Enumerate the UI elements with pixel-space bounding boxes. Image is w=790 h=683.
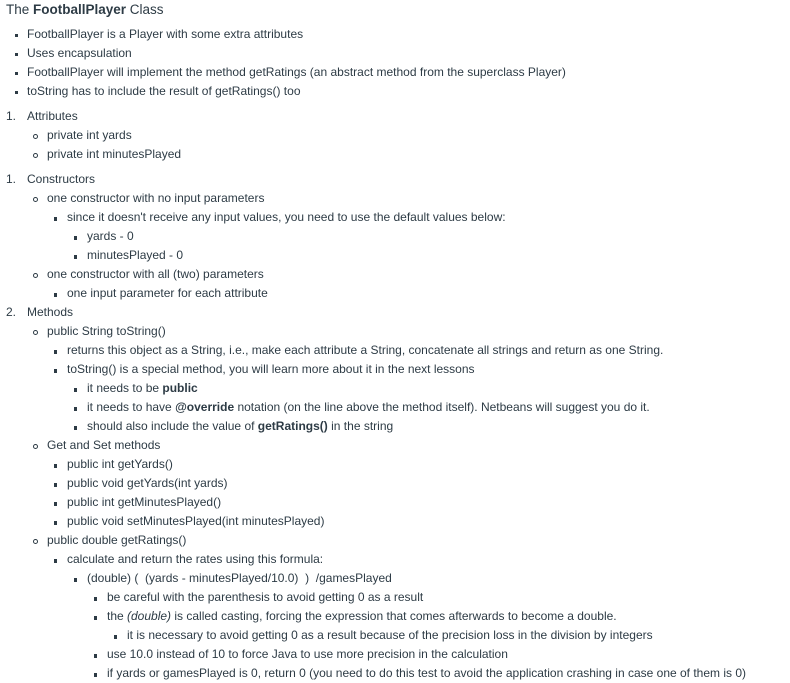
section-heading: 2. Methods public String toString() returns this object as a String, i.e., make each attribute a String, concatenate all strings and return as one String. toString() is a special method, you will learn more about it in the next lessons it needs to be public it needs to have @override notation (on the line above the method itself). Netbeans will suggest you do it. should also include the value of getRatings() in the string Get and Set methods public int getYards() public void getYards(int yards) public int getMinutesPlayed() public void setMinutesPlayed(int minutesPlayed) public double getRatings() calculate and return the rates using this formula: (double) ( (yards - minutesPlayed/10.0) ) /gamesPlayed be careful with the parenthesis to avoid getting 0 as a result the (double) is called casting, forcing the expression that comes afterwards to become a double. it is necessary to avoid getting 0 as a result because of the precision loss in the division by integers use 10.0 instead of 10 to force Java to use more precision in the calculation if yards or gamesPlayed is 0, return 0 (you need to do this test to avoid the application crashing in case one of them is 0)	[6, 303, 790, 683]
list-item: it needs to have @override notation (on the line above the method itself). Netbeans will suggest you do it.	[67, 398, 790, 417]
list-item: if yards or gamesPlayed is 0, return 0 (you need to do this test to avoid the application crashing in case one of them is 0)	[87, 664, 790, 683]
list-item: toString() is a special method, you will learn more about it in the next lessons it needs to be public it needs to have @override notation (on the line above the method itself). Netbeans will suggest you do it. should also include the value of getRatings() in the string	[47, 360, 790, 436]
list-item: minutesPlayed - 0	[67, 246, 790, 265]
constructors-methods-section	[6, 170, 790, 683]
attributes-section	[6, 107, 790, 164]
list-item: private int minutesPlayed	[27, 145, 790, 164]
page-title: The FootballPlayer Class	[6, 2, 164, 17]
list-item: it needs to be public	[67, 379, 790, 398]
list-item: public double getRatings() calculate and return the rates using this formula: (double) ( (yards - minutesPlayed/10.0) ) /gamesPlayed be careful with the parenthesis to avoid getting 0 as a result the (double) is called casting, forcing the expression that comes afterwards to become a double. it is necessary to avoid getting 0 as a result because of the precision loss in the division by integers use 10.0 instead of 10 to force Java to use more precision in the calculation if yards or gamesPlayed is 0, return 0 (you need to do this test to avoid the application crashing in case one of them is 0)	[27, 531, 790, 683]
list-item: should also include the value of getRatings() in the string	[67, 417, 790, 436]
list-item: it is necessary to avoid getting 0 as a result because of the precision loss in the division by integers	[107, 626, 790, 645]
intro-list	[6, 25, 790, 101]
list-item: one constructor with no input parameters since it doesn't receive any input values, you need to use the default values below: yards - 0 minutesPlayed - 0	[27, 189, 790, 265]
list-item: public String toString() returns this object as a String, i.e., make each attribute a String, concatenate all strings and return as one String. toString() is a special method, you will learn more about it in the next lessons it needs to be public it needs to have @override notation (on the line above the method itself). Netbeans will suggest you do it. should also include the value of getRatings() in the string	[27, 322, 790, 436]
list-item: use 10.0 instead of 10 to force Java to use more precision in the calculation	[87, 645, 790, 664]
list-item: returns this object as a String, i.e., make each attribute a String, concatenate all strings and return as one String.	[47, 341, 790, 360]
list-item: public void setMinutesPlayed(int minutesPlayed)	[47, 512, 790, 531]
list-item: toString has to include the result of getRatings() too	[6, 82, 790, 101]
list-item: public void getYards(int yards)	[47, 474, 790, 493]
list-item: public int getYards()	[47, 455, 790, 474]
list-item: calculate and return the rates using this formula: (double) ( (yards - minutesPlayed/10.0) ) /gamesPlayed be careful with the parenthesis to avoid getting 0 as a result the (double) is called casting, forcing the expression that comes afterwards to become a double. it is necessary to avoid getting 0 as a result because of the precision loss in the division by integers use 10.0 instead of 10 to force Java to use more precision in the calculation if yards or gamesPlayed is 0, return 0 (you need to do this test to avoid the application crashing in case one of them is 0)	[47, 550, 790, 683]
list-item: Get and Set methods public int getYards() public void getYards(int yards) public int getMinutesPlayed() public void setMinutesPlayed(int minutesPlayed)	[27, 436, 790, 531]
title-class-name: FootballPlayer	[33, 2, 127, 17]
list-item: since it doesn't receive any input values, you need to use the default values below: yards - 0 minutesPlayed - 0	[47, 208, 790, 265]
list-item	[67, 569, 790, 683]
section-heading: 1. Attributes private int yards private int minutesPlayed	[6, 107, 790, 164]
list-item: FootballPlayer is a Player with some extra attributes	[6, 25, 790, 44]
list-item: FootballPlayer will implement the method getRatings (an abstract method from the superclass Player)	[6, 63, 790, 82]
formula: (double) ( (yards - minutesPlayed/10.0) ) /gamesPlayed	[87, 571, 392, 585]
list-item: Uses encapsulation	[6, 44, 790, 63]
list-item: the (double) is called casting, forcing the expression that comes afterwards to become a double. it is necessary to avoid getting 0 as a result because of the precision loss in the division by integers	[87, 607, 790, 645]
list-item: one constructor with all (two) parameters one input parameter for each attribute	[27, 265, 790, 303]
list-item: public int getMinutesPlayed()	[47, 493, 790, 512]
list-item: yards - 0	[67, 227, 790, 246]
list-item: private int yards	[27, 126, 790, 145]
list-item: be careful with the parenthesis to avoid getting 0 as a result	[87, 588, 790, 607]
list-item: one input parameter for each attribute	[47, 284, 790, 303]
section-heading: 1. Constructors one constructor with no input parameters since it doesn't receive any input values, you need to use the default values below: yards - 0 minutesPlayed - 0 one constructor with all (two) parameters one input parameter for each attribute	[6, 170, 790, 303]
